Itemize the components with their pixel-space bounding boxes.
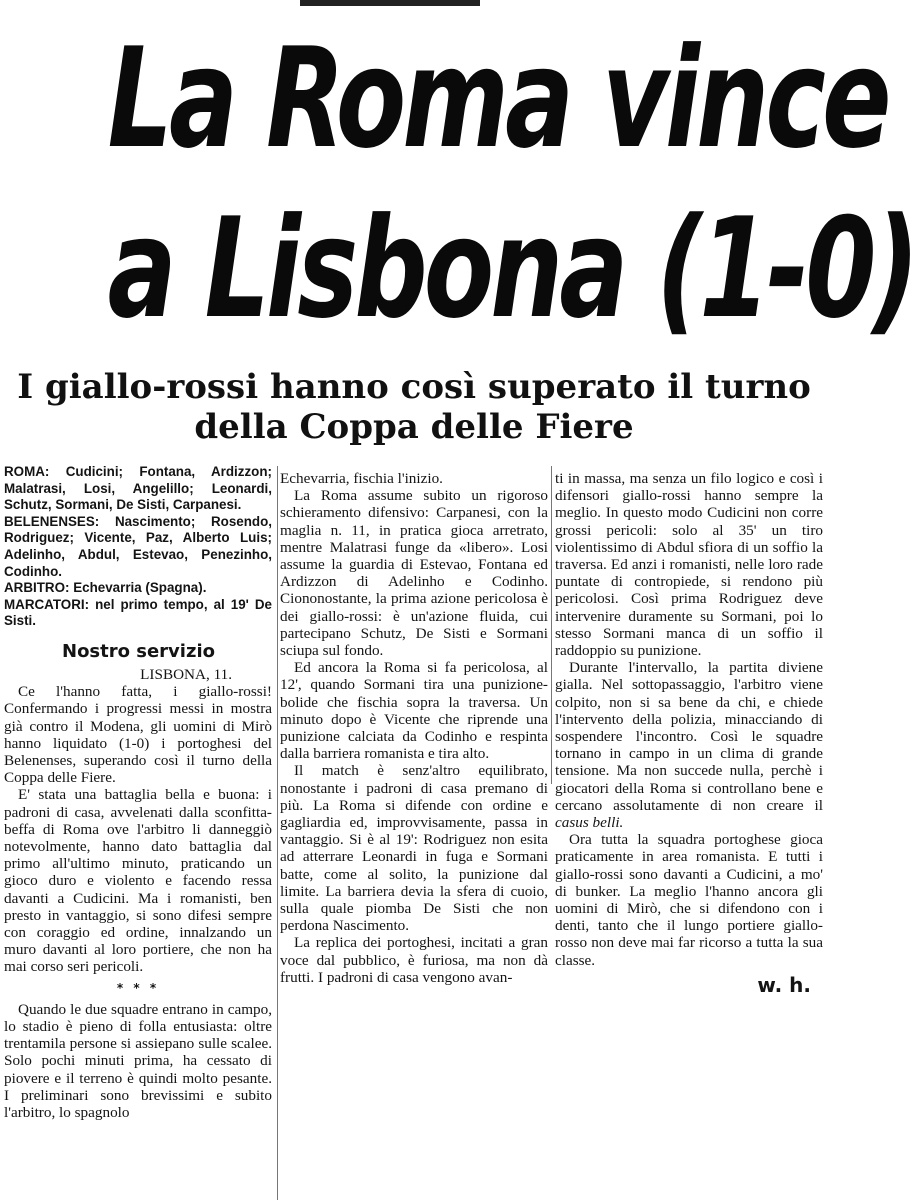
- col2-paragraph-2: La Roma assume subito un rigoroso schieramento difensivo: Carpanesi, con la maglia n. 11, in pratica gioca arretrato, mentre Malatrasi funge da «libero». Losi assume la guardia di Estevao, Fontana ed Ardizzon di Adelinho e Codinho. Ciononostante, la prima azione pericolosa è dei giallo-rossi: è un'azione fluida, cui partecipano Schutz, De Sisti e Sormani sciupa sul fondo.: [280, 487, 548, 660]
- lineup-belenenses: [4, 514, 272, 580]
- col3-paragraph-3: Ora tutta la squadra portoghese gioca praticamente in area romanista. E tutti i giallo-rossi sono davanti a Cudicini, a mo' di bunker. La meglio l'hanno ancora gli uomini di Mirò, che si difendono con i denti, tanto che il lungo portiere giallo-rosso non deve mai far ricorso a tutta la sua classe.: [555, 831, 823, 969]
- lineup-roma-players: Cudicini; Fontana, Ardizzon; Malatrasi, Losi, Angelillo; Leonardi, Schutz, Sormani, De Sisti, Carpanesi.: [4, 464, 272, 513]
- lineup-scorers: [4, 597, 272, 630]
- subheadline-line-1: I giallo-rossi hanno così superato il turno: [17, 367, 811, 407]
- lineup-belenenses-players: Nascimento; Rosendo, Rodriguez; Vicente, Paz, Alberto Luis; Adelinho, Abdul, Estevao, Penezinho, Codinho.: [4, 513, 272, 579]
- col2-paragraph-3: Ed ancora la Roma si fa pericolosa, al 12', quando Sormani tira una punizione-bolide che fischia sopra la traversa. Un minuto dopo è Vicente che riprende una punizione calciata da Codinho e respinta dalla barriera romanista e tira alto.: [280, 659, 548, 763]
- headline-line-2: a Lisbona (1-0): [107, 188, 916, 349]
- col3-paragraph-1: ti in massa, ma senza un filo logico e così i difensori giallo-rossi hanno sempre la meglio. In questo modo Cudicini non corre grossi pericoli: solo al 35' un tiro violentissimo di Abdul sfiora di un soffio la traversa. Ed anzi i romanisti, nelle loro rade puntate di contropiede, si rendono più pericolosi. Così prima Rodriguez deve intervenire duramente su Sormani, poi lo stesso Sormani manca di un soffio il raddoppio su punizione.: [555, 470, 823, 660]
- subheadline-line-2: della Coppa delle Fiere: [194, 407, 634, 447]
- article-column-1: [4, 464, 272, 1121]
- author-signature: w. h.: [757, 972, 811, 997]
- col2-paragraph-1: Echevarria, fischia l'inizio.: [280, 470, 443, 487]
- col3-italic-phrase: casus belli.: [555, 814, 624, 832]
- col3-paragraph-2: [555, 659, 823, 831]
- lineups-box: [4, 464, 272, 630]
- lineup-belenenses-label: BELENENSES:: [4, 513, 100, 529]
- col3-paragraph-2-text: Durante l'intervallo, la partita diviene gialla. Nel sottopassaggio, l'arbitro viene colpito, non si sa bene da chi, e chiede l'intervento della polizia, minacciando di sospendere l'incontro. Così le squadre tornano in campo in un clima di grande tensione. Ma non succede nulla, perchè i giocatori della Roma si controllano bene e cercano assolutamente di non creare il: [555, 659, 823, 814]
- col2-paragraph-4: Il match è senz'altro equilibrato, nonostante i padroni di casa premano di più. La Roma si difende con ordine e gagliardia ed, improvvisamente, passa in vantaggio. Si è al 19': Rodriguez non esita ad atterrare Leonardi in fuga e Sormani batte, come al solito, la punizione dal limite. La barriera devia la sfera di cuoio, sulla quale piomba De Sisti che non perdona Nascimento.: [280, 762, 548, 935]
- lineup-roma: [4, 464, 272, 514]
- column-divider-1: [277, 466, 278, 1200]
- col1-paragraph-3: Quando le due squadre entrano in campo, lo stadio è pieno di folla entusiasta: oltre trentamila persone si assiepano sulle scalee. Solo pochi minuti prima, ha cessato di piovere e il terreno è quindi molto pesante. I preliminari sono brevissimi e subito l'arbitro, lo spagnolo: [4, 1000, 272, 1122]
- col1-paragraph-2: E' stata una battaglia bella e buona: i padroni di casa, avvelenati dalla sconfitta-beffa di Roma ove l'arbitro li danneggiò notevolmente, hanno dato battaglia dal primo all'ultimo minuto, praticando un gioco duro e violento e facendo ressa davanti a Cudicini. Ma i romanisti, ben presto in vantaggio, si sono difesi sempre con coraggio ed ordine, innalzando un muro davanti al loro portiere, che non ha mai corso seri pericoli.: [4, 786, 272, 976]
- masthead-strip: [300, 0, 480, 6]
- lineup-referee: [4, 580, 272, 597]
- section-separator: * * *: [116, 980, 160, 995]
- dateline: LISBONA, 11.: [140, 665, 232, 683]
- col2-paragraph-5: La replica dei portoghesi, incitati a gran voce dal pubblico, è furiosa, ma non dà frutti. I padroni di casa vengono avan-: [280, 934, 548, 986]
- headline-line-1: La Roma vince: [107, 18, 888, 179]
- lineup-referee-name: Echevarria (Spagna).: [73, 580, 207, 596]
- column-divider-2: [551, 466, 552, 784]
- article-column-2: [280, 470, 548, 986]
- col1-paragraph-1: Ce l'hanno fatta, i giallo-rossi! Confermando i progressi messi in mostra già contro il Modena, gli uomini di Mirò hanno liquidato (1-0) i portoghesi del Belenenses, superando così il turno della Coppa delle Fiere.: [4, 683, 272, 787]
- lineup-scorers-text: nel primo tempo, al 19' De Sisti.: [4, 596, 272, 629]
- byline: Nostro servizio: [62, 640, 215, 662]
- lineup-referee-label: ARBITRO:: [4, 580, 70, 596]
- lineup-scorers-label: MARCATORI:: [4, 596, 90, 612]
- article-column-3: [555, 470, 823, 997]
- lineup-roma-label: ROMA:: [4, 464, 50, 479]
